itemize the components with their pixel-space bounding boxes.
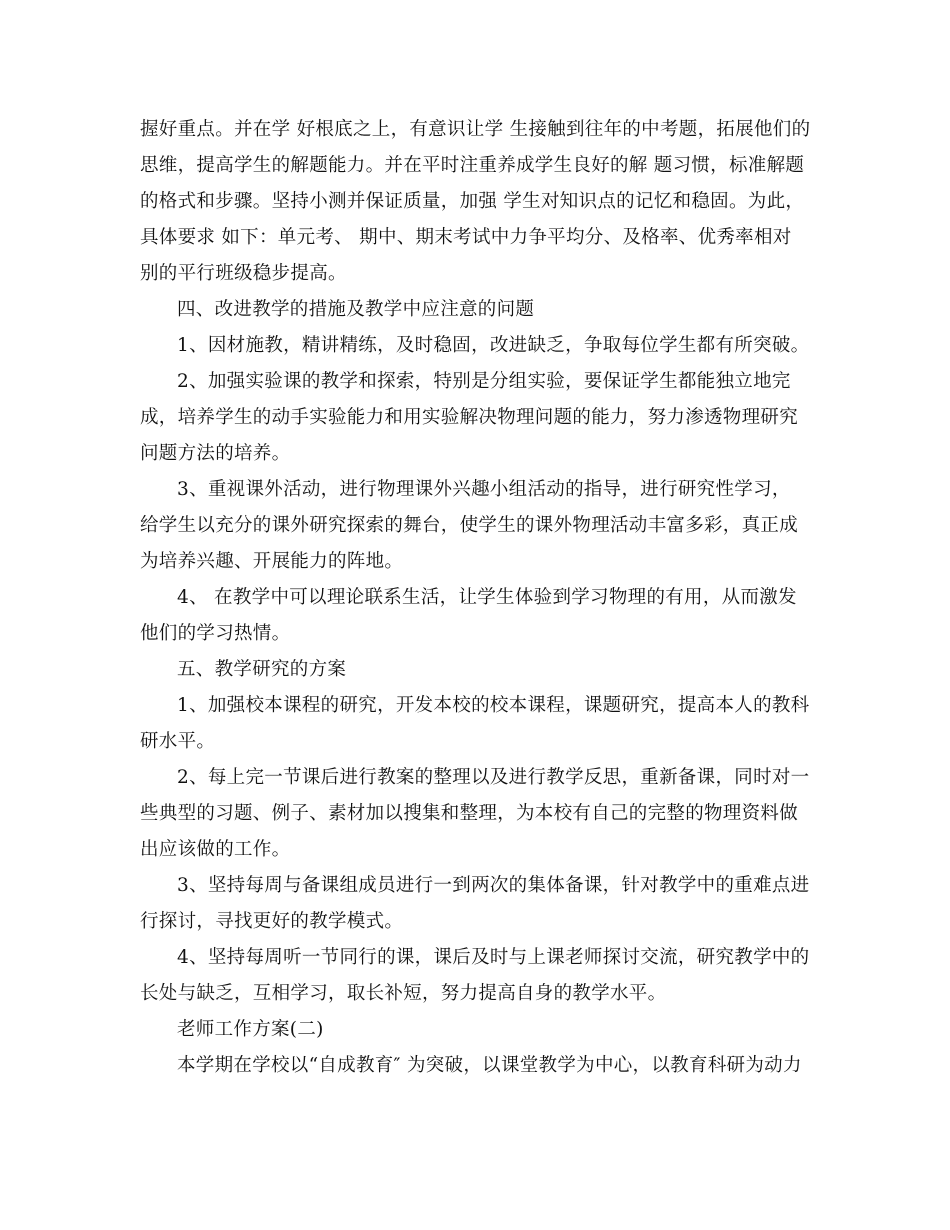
- paragraph-research-4: 4、坚持每周听一节同行的课，课后及时与上课老师探讨交流，研究教学中的长处与缺乏，互相学习，取长补短，努力提高自身的教学水平。: [140, 947, 810, 1004]
- paragraph-item-1: 1、因材施教，精讲精练，及时稳固，改进缺乏，争取每位学生都有所突破。: [177, 335, 810, 356]
- section-heading-five: 五、教学研究的方案: [177, 659, 347, 680]
- paragraph-research-2: 2、每上完一节课后进行教案的整理以及进行教学反思，重新备课，同时对一些典型的习题、例子、素材加以搜集和整理，为本校有自己的完整的物理资料做出应该做的工作。: [140, 767, 810, 860]
- section-heading-plan-two: 老师工作方案(二): [177, 1019, 324, 1040]
- paragraph-research-3: 3、坚持每周与备课组成员进行一到两次的集体备课，针对教学中的重难点进行探讨，寻找更好的教学模式。: [140, 875, 810, 932]
- section-heading-four: 四、改进教学的措施及教学中应注意的问题: [177, 299, 535, 320]
- document-body: [140, 112, 812, 1084]
- paragraph-item-2: 2、加强实验课的教学和探索，特别是分组实验，要保证学生都能独立地完成，培养学生的动手实验能力和用实验解决物理问题的能力，努力渗透物理研究问题方法的培养。: [140, 371, 799, 464]
- paragraph-item-3: 3、重视课外活动，进行物理课外兴趣小组活动的指导，进行研究性学习， 给学生以充分的课外研究探索的舞台，使学生的课外物理活动丰富多彩，真正成为培养兴趣、开展能力的阵地。: [140, 479, 799, 572]
- paragraph-continuation: 握好重点。并在学 好根底之上，有意识让学 生接触到往年的中考题，拓展他们的思维，提高学生的解题能力。并在平时注重养成学生良好的解 题习惯，标准解题的格式和步骤。坚持小测并保证质量，加强 学生对知识点的记忆和稳固。为此，具体要求 如下：单元考、 期中、期末考试中力争平均分、及格率、优秀率相对 别的平行班级稳步提高。: [140, 119, 811, 284]
- paragraph-item-4: 4、 在教学中可以理论联系生活，让学生体验到学习物理的有用，从而激发他们的学习热情。: [140, 587, 797, 644]
- paragraph-research-1: 1、加强校本课程的研究，开发本校的校本课程，课题研究，提高本人的教科研水平。: [140, 695, 810, 752]
- paragraph-plan-two-intro: 本学期在学校以“自成教育″ 为突破，以课堂教学为中心，以教育科研为动力: [177, 1055, 802, 1076]
